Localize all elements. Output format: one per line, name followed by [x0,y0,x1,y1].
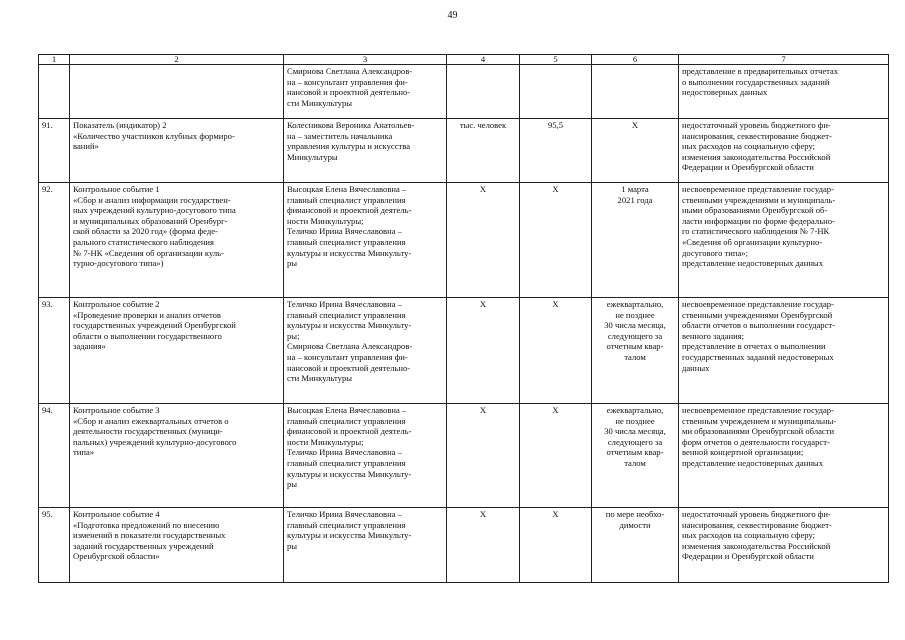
row-responsible: Высоцкая Елена Вячеславовна – главный специалист управления финансовой и проектной деятель- ности Минкультуры; Теличко Ирина Вячеславовна – главный специалист управления культуры и искусства Минкульту- ры [284,404,447,508]
column-header: 6 [592,55,679,65]
row-name: Контрольное событие 3 «Сбор и анализ ежеквартальных отчетов о деятельности государственных (муници- пальных) учреждений культурно-досугового типа» [70,404,284,508]
row-deadline [592,65,679,119]
row-number: 95. [39,508,70,583]
row-responsible: Высоцкая Елена Вячеславовна – главный специалист управления финансовой и проектной деятель- ности Минкультуры; Теличко Ирина Вячеславовна – главный специалист управления культуры и искусства Минкульту- ры [284,183,447,298]
column-header: 4 [447,55,520,65]
table-row [39,298,889,404]
row-unit: тыс. человек [447,119,520,183]
row-value: Х [520,298,592,404]
row-responsible: Смирнова Светлана Александров- на – консультант управления фи- нансовой и проектной деятельно- сти Минкультуры [284,65,447,119]
row-responsible: Теличко Ирина Вячеславовна – главный специалист управления культуры и искусства Минкульту- ры [284,508,447,583]
table-row [39,404,889,508]
row-responsible: Колесникова Вероника Анатольев- на – заместитель начальника управления культуры и искусства Минкультуры [284,119,447,183]
column-header: 3 [284,55,447,65]
row-risks: несвоевременное представление государ- ственными учреждениями Оренбургской области отчетов о выполнении государст- венного задания; представление в отчетах о выполнении государственных заданий недостоверных данных [679,298,889,404]
row-number [39,65,70,119]
row-unit: Х [447,508,520,583]
row-name: Показатель (индикатор) 2 «Количество участников клубных формиро- ваний» [70,119,284,183]
column-header: 2 [70,55,284,65]
plan-table [38,54,889,583]
column-number-row [39,55,889,65]
column-header: 5 [520,55,592,65]
row-responsible: Теличко Ирина Вячеславовна – главный специалист управления культуры и искусства Минкульту- ры; Смирнова Светлана Александров- на – консультант управления фи- нансовой и проектной деятельно- сти Минкультуры [284,298,447,404]
table-row [39,119,889,183]
table-row [39,508,889,583]
table-row [39,65,889,119]
row-unit: Х [447,404,520,508]
row-value: Х [520,508,592,583]
row-value [520,65,592,119]
row-name: Контрольное событие 1 «Сбор и анализ информации государствен- ных учреждений культурно-досугового типа и муниципальных образований Оренбург- ской области за 2020 год» (форма феде- рального статистического наблюдения № 7-НК «Сведения об организации куль- турно-досугового типа») [70,183,284,298]
row-value: Х [520,183,592,298]
row-deadline: 1 марта 2021 года [592,183,679,298]
row-number: 92. [39,183,70,298]
row-risks: недостаточный уровень бюджетного фи- нансирования, секвестирование бюджет- ных расходов на социальную сферу; изменения законодательства Российской Федерации и Оренбургской области [679,119,889,183]
row-risks: представление в предварительных отчетах о выполнении государственных заданий недостоверных данных [679,65,889,119]
row-risks: несвоевременное представление государ- ственными учреждениями и муниципаль- ными образованиями Оренбургской об- ласти информации по форме федерально- го статистического наблюдения № 7-НК «Сведения об организации культурно- досугового типа»; представление недостоверных данных [679,183,889,298]
row-value: Х [520,404,592,508]
column-header: 1 [39,55,70,65]
column-header: 7 [679,55,889,65]
row-deadline: по мере необхо- димости [592,508,679,583]
row-unit: Х [447,183,520,298]
row-deadline: ежеквартально, не позднее 30 числа месяца, следующего за отчетным квар- талом [592,298,679,404]
row-number: 94. [39,404,70,508]
row-name: Контрольное событие 2 «Проведение проверки и анализ отчетов государственных учреждений Оренбургской области о выполнении государственного задания» [70,298,284,404]
row-name: Контрольное событие 4 «Подготовка предложений по внесению изменений в показатели государственных заданий государственных учреждений Оренбургской области» [70,508,284,583]
row-value: 95,5 [520,119,592,183]
row-number: 91. [39,119,70,183]
row-unit: Х [447,298,520,404]
row-deadline: Х [592,119,679,183]
row-number: 93. [39,298,70,404]
row-risks: несвоевременное представление государ- ственным учреждением и муниципальны- ми образованиями Оренбургской области форм отчетов о деятельности государст- венной концертной организации; представление недостоверных данных [679,404,889,508]
row-unit [447,65,520,119]
row-deadline: ежеквартально, не позднее 30 числа месяца, следующего за отчетным квар- талом [592,404,679,508]
row-name [70,65,284,119]
row-risks: недостаточный уровень бюджетного фи- нансирования, секвестирование бюджет- ных расходов на социальную сферу; изменения законодательства Российской Федерации и Оренбургской области [679,508,889,583]
table-row [39,183,889,298]
page-number: 49 [447,10,458,21]
